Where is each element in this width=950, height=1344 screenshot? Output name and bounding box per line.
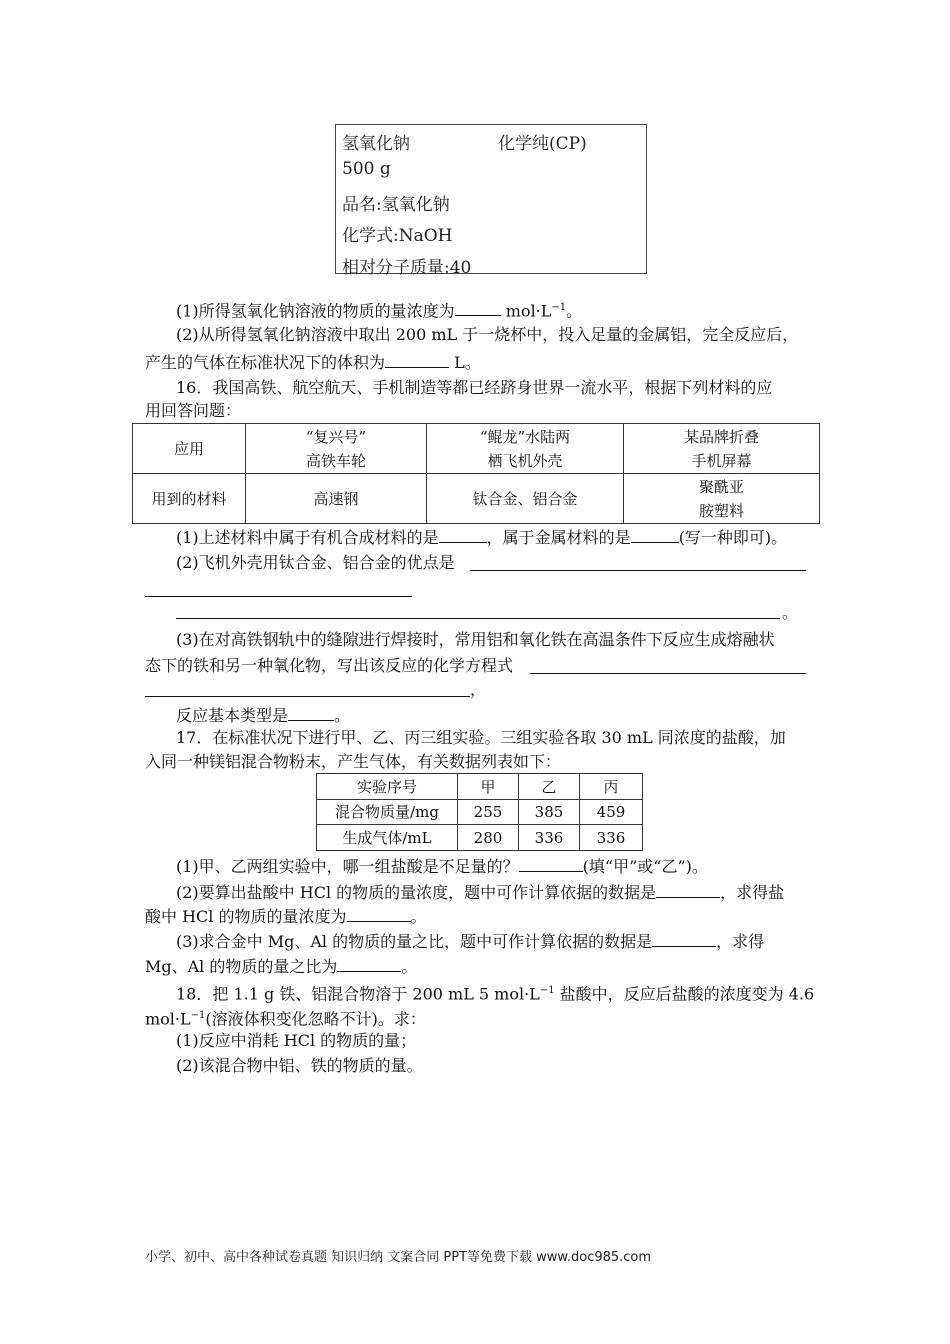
q17-part2-line1: [176, 882, 784, 903]
table-cell: [427, 424, 624, 474]
label-mass: 500 g: [342, 159, 391, 179]
cell-line: 某品牌折叠: [683, 427, 759, 446]
table-header-cell: 丙: [580, 774, 643, 800]
q16-p3-type-text: 反应基本类型是: [176, 706, 289, 725]
table-cell: 生成气体/mL: [317, 825, 458, 851]
q17-p3-text3: Mg、Al 的物质的量之比为: [145, 957, 338, 976]
table-row: [317, 825, 643, 851]
q17-p1-end: (填“甲”或“乙”)。: [582, 857, 708, 876]
q16-p1-text2: ，属于金属材料的是: [486, 528, 631, 547]
cell-line: 聚酰亚: [698, 477, 744, 496]
q15-p1-unit: mol·L: [500, 301, 552, 321]
q17-p1-text: (1)甲、乙两组实验中，哪一组盐酸是不足量的？: [176, 857, 519, 876]
q17-part2-line2: [145, 906, 427, 927]
answer-line: [470, 570, 806, 571]
q15-p1-text: (1)所得氢氧化钠溶液的物质的量浓度为: [176, 301, 455, 321]
q17-part3-line2: [145, 956, 417, 977]
answer-line: [145, 596, 412, 597]
answer-blank: [656, 882, 720, 898]
q15-p2-end: L。: [449, 353, 481, 372]
cell-line: 高铁车轮: [305, 451, 366, 470]
q15-p2-text: 产生的气体在标准状况下的体积为: [145, 353, 386, 372]
table-cell: 255: [458, 799, 519, 825]
answer-blank: [337, 956, 401, 972]
materials-table: [132, 423, 820, 524]
q17-p2-text: (2)要算出盐酸中 HCl 的物质的量浓度，题中可作计算依据的数据是: [176, 883, 657, 902]
table-row: [317, 774, 643, 800]
table-cell: 336: [519, 825, 580, 851]
answer-line: [530, 673, 806, 674]
table-cell: 385: [519, 799, 580, 825]
q16-p3-type-end: 。: [334, 706, 351, 725]
cell-line: 手机屏幕: [691, 451, 752, 470]
table-cell: 459: [580, 799, 643, 825]
q16-part3-line1: (3)在对高铁钢轨中的缝隙进行焊接时，常用铝和氧化铁在高温条件下反应生成熔融状: [176, 630, 775, 649]
answer-blank: [455, 300, 501, 316]
q16-part3-line2: 态下的铁和另一种氧化物，写出该反应的化学方程式: [145, 656, 514, 675]
q18-line2: [145, 1006, 426, 1029]
experiment-table: [316, 773, 643, 851]
label-formula: 化学式:NaOH: [342, 226, 453, 246]
q16-intro-line1: 16．我国高铁、航空航天、手机制造等都已经跻身世界一流水平，根据下列材料的应: [176, 378, 773, 397]
label-name: 氢氧化钠: [342, 134, 410, 154]
table-header-cell: 实验序号: [317, 774, 458, 800]
q16-part2: (2)飞机外壳用钛合金、铝合金的优点是: [176, 553, 455, 572]
q18-sup2: −1: [190, 1010, 206, 1021]
cell-line: “鲲龙”水陆两: [479, 427, 571, 446]
footer-watermark: 小学、初中、高中各种试卷真题 知识归纳 文案合同 PPT等免费下载 www.doc985.com: [145, 1250, 652, 1265]
answer-blank: [631, 527, 679, 543]
label-mr: 相对分子质量:40: [342, 258, 472, 278]
q15-part1: [176, 298, 582, 321]
reagent-label: [335, 124, 647, 278]
cell-line: 栖飞机外壳: [487, 451, 563, 470]
table-cell: 280: [458, 825, 519, 851]
q16-p2-end: 。: [782, 603, 799, 622]
answer-blank: [347, 906, 411, 922]
q16-part3-type: [176, 705, 350, 726]
q18-part1: (1)反应中消耗 HCl 的物质的量；: [176, 1031, 417, 1050]
q18-text3: mol·L: [145, 1009, 191, 1029]
q16-p1-text: (1)上述材料中属于有机合成材料的是: [176, 528, 439, 547]
q15-part2-line2: [145, 352, 481, 373]
table-cell: 钛合金、铝合金: [427, 474, 624, 524]
q17-intro-line2: 入同一种镁铝混合物粉末，产生气体，有关数据列表如下：: [145, 752, 562, 771]
q17-p2-text3: 酸中 HCl 的物质的量浓度为: [145, 907, 347, 926]
answer-line: [145, 696, 470, 697]
q17-p3-text2: ，求得: [716, 932, 765, 951]
q17-part3-line1: [176, 931, 764, 952]
q15-p1-end: 。: [566, 301, 583, 321]
label-grade: 化学纯(CP): [498, 134, 587, 154]
cell-line: “复兴号”: [305, 427, 367, 446]
table-cell: [246, 424, 427, 474]
table-cell: 高速钢: [246, 474, 427, 524]
q18-part2: (2)该混合物中铝、铁的物质的量。: [176, 1056, 423, 1075]
answer-blank: [652, 931, 716, 947]
table-header-cell: 应用: [133, 424, 246, 474]
q15-p1-sup: −1: [551, 302, 567, 313]
q18-text4: (溶液体积变化忽略不计)。求：: [205, 1009, 426, 1029]
answer-blank: [439, 527, 487, 543]
label-product: 品名:氢氧化钠: [342, 195, 450, 215]
table-cell: [624, 474, 820, 524]
table-header-cell: 甲: [458, 774, 519, 800]
answer-line: [176, 618, 780, 619]
table-header-cell: 乙: [519, 774, 580, 800]
table-cell: 336: [580, 825, 643, 851]
table-row: [133, 424, 820, 474]
answer-blank: [385, 352, 449, 368]
answer-blank: [288, 705, 334, 721]
table-header-cell: 用到的材料: [133, 474, 246, 524]
q18-sup1: −1: [539, 985, 555, 996]
q17-intro-line1: 17．在标准状况下进行甲、乙、丙三组实验。三组实验各取 30 mL 同浓度的盐酸，加: [176, 728, 786, 747]
cell-line: 胺塑料: [698, 501, 744, 520]
q17-p3-text: (3)求合金中 Mg、Al 的物质的量之比，题中可作计算依据的数据是: [176, 932, 653, 951]
q18-line1: [176, 981, 814, 1004]
q17-p2-text2: ，求得盐: [720, 883, 785, 902]
q17-part1: [176, 856, 708, 877]
q17-p3-end: 。: [401, 957, 418, 976]
q15-part2-line1: (2)从所得氢氧化钠溶液中取出 200 mL 于一烧杯中，投入足量的金属铝，完全反应后，: [176, 325, 799, 344]
q16-part1: [176, 527, 787, 548]
q18-text1: 18．把 1.1 g 铁、铝混合物溶于 200 mL 5 mol·L: [176, 984, 540, 1004]
q16-p3-comma: ，: [470, 680, 487, 699]
q16-p1-end: (写一种即可)。: [678, 528, 788, 547]
q18-text2: 盐酸中，反应后盐酸的浓度变为 4.6: [554, 984, 815, 1004]
q16-intro-line2: 用回答问题：: [145, 401, 242, 420]
answer-blank: [519, 856, 583, 872]
table-cell: [624, 424, 820, 474]
table-row: [317, 799, 643, 825]
table-cell: 混合物质量/mg: [317, 799, 458, 825]
q17-p2-end: 。: [410, 907, 427, 926]
table-row: [133, 474, 820, 524]
